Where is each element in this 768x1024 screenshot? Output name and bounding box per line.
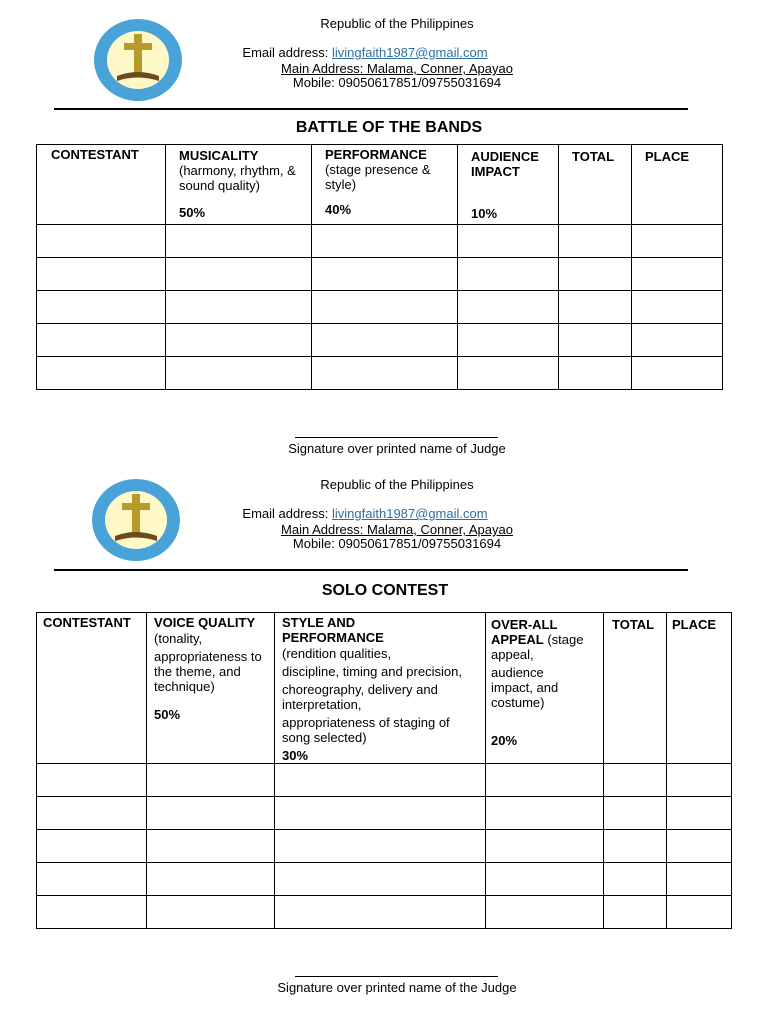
mobile-number: Mobile: 09050617851/09755031694 xyxy=(292,75,502,90)
score-cell[interactable] xyxy=(312,291,458,324)
score-cell[interactable] xyxy=(632,258,723,291)
score-cell[interactable] xyxy=(166,324,312,357)
email-line xyxy=(0,45,730,60)
email-line xyxy=(0,506,730,521)
score-cell[interactable] xyxy=(147,896,275,929)
solo-col-appeal: OVER-ALL APPEAL (stage appeal, audience impact, and costume) 20% xyxy=(486,613,604,764)
score-cell[interactable] xyxy=(147,797,275,830)
solo-col-voice: VOICE QUALITY (tonality, appropriateness to the theme, and technique) 50% xyxy=(147,613,275,764)
score-cell[interactable] xyxy=(275,830,486,863)
score-cell[interactable] xyxy=(147,863,275,896)
band-header-row xyxy=(37,145,723,225)
score-cell[interactable] xyxy=(667,896,732,929)
solo-col-contestant: CONTESTANT xyxy=(37,613,147,764)
band-col-audience: AUDIENCE IMPACT 10% xyxy=(458,145,559,225)
solo-title: SOLO CONTEST xyxy=(321,582,449,599)
score-cell[interactable] xyxy=(37,896,147,929)
score-cell[interactable] xyxy=(559,225,632,258)
score-cell[interactable] xyxy=(37,863,147,896)
score-cell[interactable] xyxy=(37,225,166,258)
score-cell[interactable] xyxy=(37,258,166,291)
solo-col-style: STYLE AND PERFORMANCE (rendition qualities, discipline, timing and precision, choreography, delivery and interpretation, appropriateness of staging of song selected) 30% xyxy=(275,613,486,764)
score-cell[interactable] xyxy=(604,896,667,929)
score-cell[interactable] xyxy=(275,896,486,929)
band-score-table xyxy=(36,144,723,390)
table-row xyxy=(37,863,732,896)
score-cell[interactable] xyxy=(559,357,632,390)
score-cell[interactable] xyxy=(147,764,275,797)
score-cell[interactable] xyxy=(166,357,312,390)
email-label: Email address: xyxy=(242,45,333,60)
score-cell[interactable] xyxy=(667,764,732,797)
band-col-performance: PERFORMANCE (stage presence & style) 40% xyxy=(312,145,458,225)
main-address: Main Address: Malama, Conner, Apayao xyxy=(281,61,513,76)
table-row xyxy=(37,357,723,390)
band-col-contestant: CONTESTANT xyxy=(37,145,166,225)
score-cell[interactable] xyxy=(486,896,604,929)
table-row xyxy=(37,225,723,258)
score-cell[interactable] xyxy=(37,324,166,357)
table-row xyxy=(37,291,723,324)
republic-text: Republic of the Philippines xyxy=(320,16,474,31)
score-cell[interactable] xyxy=(37,764,147,797)
table-row xyxy=(37,764,732,797)
score-cell[interactable] xyxy=(632,357,723,390)
band-col-musicality: MUSICALITY (harmony, rhythm, & sound quality) 50% xyxy=(166,145,312,225)
score-cell[interactable] xyxy=(37,291,166,324)
solo-header-row xyxy=(37,613,732,764)
header-divider xyxy=(54,569,688,571)
score-cell[interactable] xyxy=(667,863,732,896)
score-cell[interactable] xyxy=(604,830,667,863)
score-cell[interactable] xyxy=(486,863,604,896)
score-cell[interactable] xyxy=(312,357,458,390)
band-signature-label: Signature over printed name of Judge xyxy=(288,441,506,456)
header-divider xyxy=(54,108,688,110)
score-cell[interactable] xyxy=(559,324,632,357)
band-title: BATTLE OF THE BANDS xyxy=(295,119,483,136)
score-cell[interactable] xyxy=(312,225,458,258)
score-cell[interactable] xyxy=(312,324,458,357)
score-cell[interactable] xyxy=(486,797,604,830)
score-cell[interactable] xyxy=(312,258,458,291)
score-cell[interactable] xyxy=(604,863,667,896)
band-col-total: TOTAL xyxy=(559,145,632,225)
table-row xyxy=(37,896,732,929)
score-cell[interactable] xyxy=(458,357,559,390)
score-cell[interactable] xyxy=(632,291,723,324)
score-cell[interactable] xyxy=(37,357,166,390)
score-cell[interactable] xyxy=(667,830,732,863)
solo-signature-label: Signature over printed name of the Judge xyxy=(277,980,517,995)
score-cell[interactable] xyxy=(275,764,486,797)
solo-col-place: PLACE xyxy=(667,613,732,764)
republic-text: Republic of the Philippines xyxy=(320,477,474,492)
table-row xyxy=(37,797,732,830)
signature-line xyxy=(295,976,498,977)
table-row xyxy=(37,830,732,863)
band-col-place: PLACE xyxy=(632,145,723,225)
score-cell[interactable] xyxy=(166,258,312,291)
score-cell[interactable] xyxy=(604,764,667,797)
score-cell[interactable] xyxy=(604,797,667,830)
score-cell[interactable] xyxy=(275,863,486,896)
score-cell[interactable] xyxy=(166,225,312,258)
main-address: Main Address: Malama, Conner, Apayao xyxy=(281,522,513,537)
email-label: Email address: xyxy=(242,506,333,521)
signature-line xyxy=(295,437,498,438)
score-cell[interactable] xyxy=(275,797,486,830)
table-row xyxy=(37,258,723,291)
score-cell[interactable] xyxy=(458,324,559,357)
score-cell[interactable] xyxy=(559,258,632,291)
solo-col-total: TOTAL xyxy=(604,613,667,764)
score-cell[interactable] xyxy=(559,291,632,324)
score-cell[interactable] xyxy=(458,258,559,291)
score-cell[interactable] xyxy=(632,225,723,258)
score-cell[interactable] xyxy=(667,797,732,830)
score-cell[interactable] xyxy=(458,291,559,324)
score-cell[interactable] xyxy=(166,291,312,324)
score-cell[interactable] xyxy=(37,830,147,863)
score-cell[interactable] xyxy=(632,324,723,357)
score-cell[interactable] xyxy=(486,830,604,863)
table-row xyxy=(37,324,723,357)
solo-score-table xyxy=(36,612,732,929)
score-cell[interactable] xyxy=(147,830,275,863)
score-cell[interactable] xyxy=(486,764,604,797)
email-link[interactable]: livingfaith1987@gmail.com xyxy=(332,506,488,521)
mobile-number: Mobile: 09050617851/09755031694 xyxy=(292,536,502,551)
score-cell[interactable] xyxy=(458,225,559,258)
score-cell[interactable] xyxy=(37,797,147,830)
email-link[interactable]: livingfaith1987@gmail.com xyxy=(332,45,488,60)
